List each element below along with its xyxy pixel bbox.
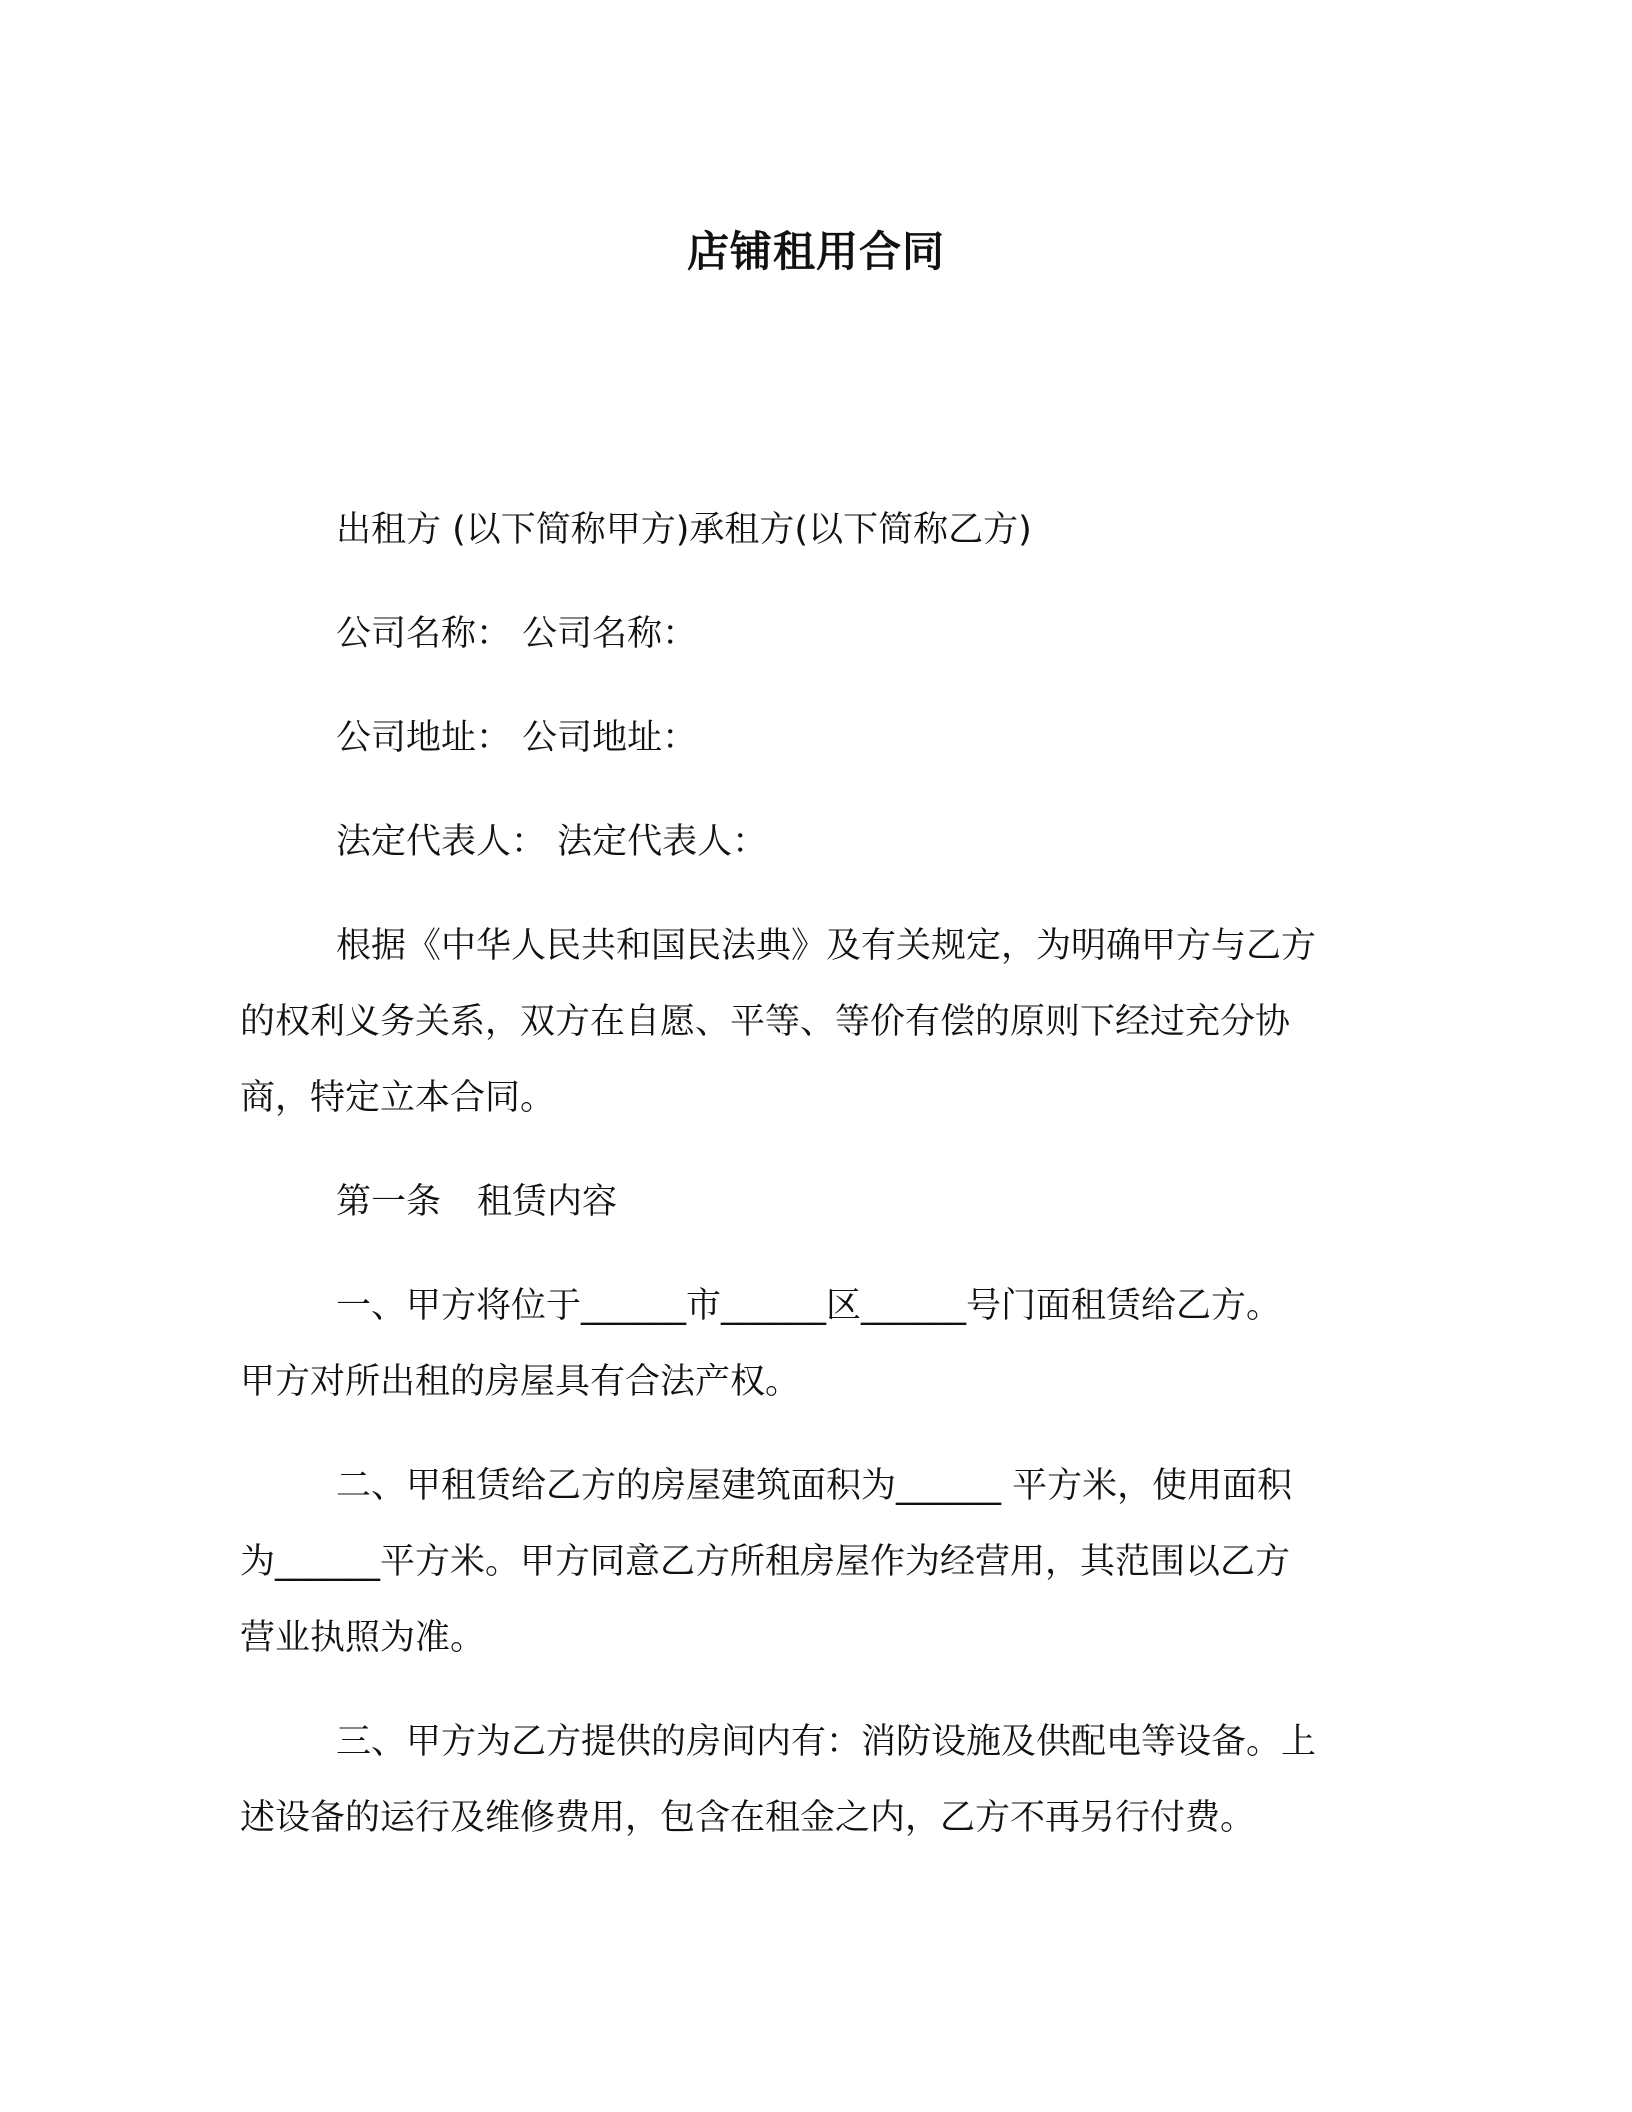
parties-line: 出租方 (以下简称甲方)承租方(以下简称乙方) (336, 510, 1032, 550)
clause-1-line-1: 一、甲方将位于______市______区______号门面租赁给乙方。 (336, 1286, 1282, 1326)
company-name-line: 公司名称： 公司名称： (336, 614, 698, 654)
clause-3-line-1: 三、甲方为乙方提供的房间内有：消防设施及供配电等设备。上 (336, 1722, 1317, 1762)
clause-2-line-3: 营业执照为准。 (240, 1618, 486, 1658)
clause-3-line-2: 述设备的运行及维修费用，包含在租金之内，乙方不再另行付费。 (240, 1798, 1256, 1838)
preamble-line-3: 商，特定立本合同。 (240, 1078, 556, 1118)
legal-rep-line: 法定代表人： 法定代表人： (336, 822, 768, 862)
preamble-line-2: 的权利义务关系，双方在自愿、平等、等价有偿的原则下经过充分协 (240, 1002, 1291, 1042)
company-address-line: 公司地址： 公司地址： (336, 718, 698, 758)
clause-1-line-2: 甲方对所出租的房屋具有合法产权。 (240, 1362, 801, 1402)
article-1-number: 第一条 (336, 1182, 442, 1222)
preamble-line-1: 根据《中华人民共和国民法典》及有关规定，为明确甲方与乙方 (336, 926, 1317, 966)
article-1-heading (240, 1164, 1392, 1240)
document-body (240, 492, 1392, 1856)
clause-2-line-1: 二、甲租赁给乙方的房屋建筑面积为______ 平方米，使用面积 (336, 1466, 1293, 1506)
document-title: 店铺租用合同 (686, 227, 945, 276)
article-1-title: 租赁内容 (477, 1182, 618, 1222)
clause-2-line-2: 为______平方米。甲方同意乙方所租房屋作为经营用，其范围以乙方 (240, 1542, 1291, 1582)
